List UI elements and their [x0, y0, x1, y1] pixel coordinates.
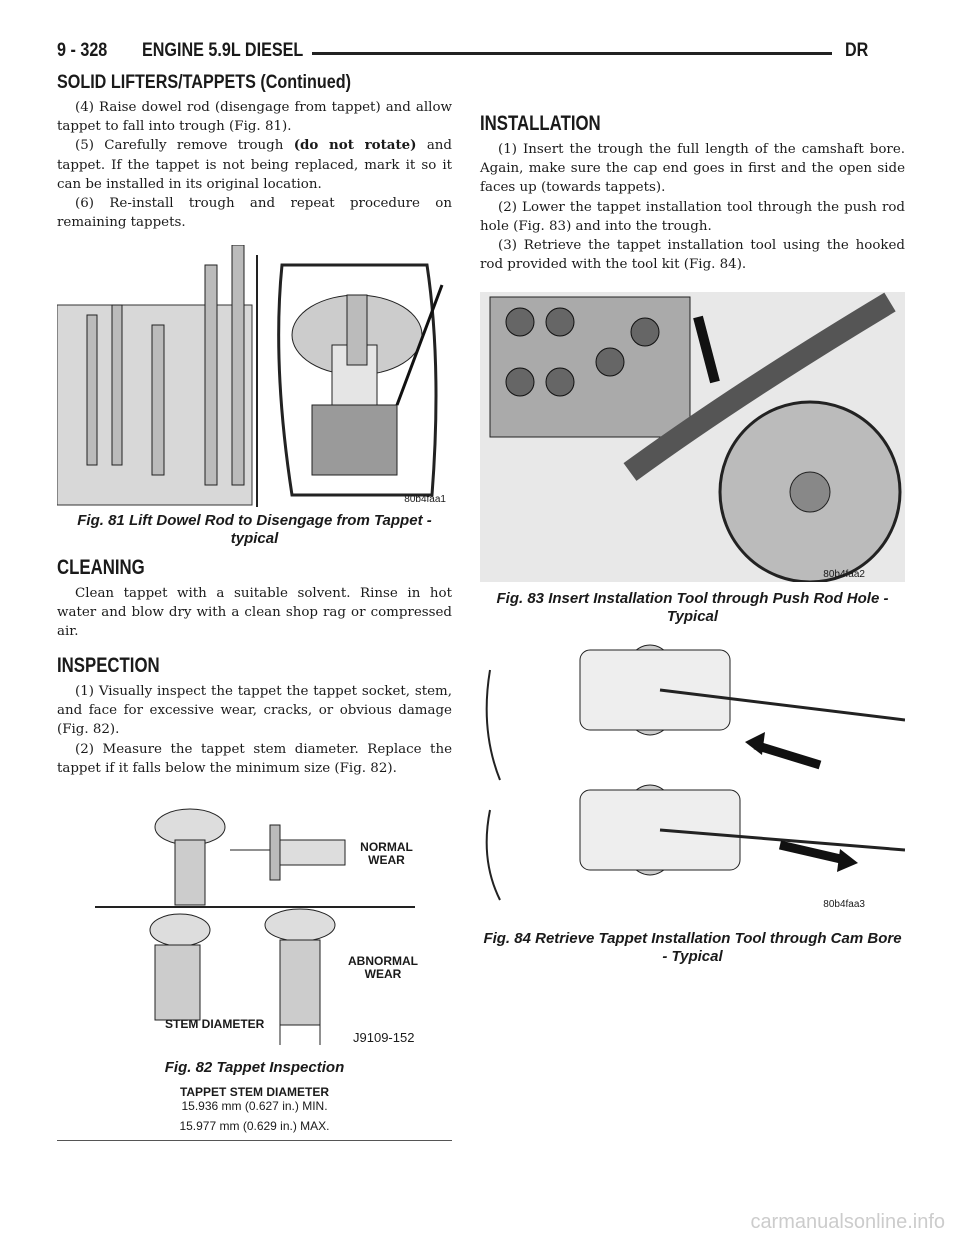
dowel-rod-illustration [57, 245, 452, 507]
figure-code: 80b4faa2 [823, 569, 865, 580]
watermark: carmanualsonline.info [750, 1211, 945, 1233]
fig84-caption: Fig. 84 Retrieve Tappet Installation Tool through Cam Bore - Typical [483, 930, 902, 965]
abnormal-wear-label: ABNORMAL WEAR [348, 954, 418, 981]
engine-head-illustration [480, 292, 905, 582]
installation-heading: INSTALLATION [480, 112, 601, 135]
paragraph: (1) Insert the trough the full length of the camshaft bore. Again, make sure the cap end goes in first and the open side faces up (towards tappets). [480, 142, 905, 196]
chapter-title: ENGINE 5.9L DIESEL [142, 40, 304, 61]
table-title: TAPPET STEM DIAMETER [179, 1085, 330, 1099]
installation-section [480, 112, 905, 274]
emphasis: (do not rotate) [293, 137, 417, 154]
stem-diameter-label: STEM DIAMETER [165, 1017, 265, 1031]
stem-diameter-table [57, 1085, 452, 1133]
paragraph: (2) Measure the tappet stem diameter. Replace the tappet if it falls below the minimum size (Fig. 82). [57, 741, 452, 776]
paragraph: (4) Raise dowel rod (disengage from tappet) and allow tappet to fall into trough (Fig. 81). [57, 100, 452, 135]
fig83-caption: Fig. 83 Insert Installation Tool through Push Rod Hole - Typical [496, 590, 889, 625]
figure-code: 80b4faa3 [823, 899, 865, 910]
inspection-section [57, 654, 452, 778]
page-number: 9 - 328 [57, 40, 108, 61]
fig81-image [57, 245, 452, 507]
text: (5) Carefully remove trough [75, 138, 284, 154]
paragraph: Clean tappet with a suitable solvent. Rinse in hot water and blow dry with a clean shop rag or compressed air. [57, 586, 452, 640]
section-code: DR [845, 40, 869, 61]
figure-code: J9109-152 [353, 1030, 415, 1045]
fig82-caption: Fig. 82 Tappet Inspection [164, 1059, 345, 1076]
section-title: SOLID LIFTERS/TAPPETS (Continued) [57, 72, 351, 93]
fig84-image [480, 630, 905, 912]
fig83-image [480, 292, 905, 582]
inspection-heading: INSPECTION [57, 654, 160, 677]
table-min: 15.936 mm (0.627 in.) MIN. [181, 1099, 328, 1113]
paragraph: (2) Lower the tappet installation tool through the push rod hole (Fig. 83) and into the trough. [480, 199, 905, 234]
paragraph: (1) Visually inspect the tappet the tappet socket, stem, and face for excessive wear, cracks, or obvious damage (Fig. 82). [57, 684, 452, 738]
cam-bore-illustration [480, 630, 905, 912]
figure-code: 80b4faa1 [404, 494, 446, 505]
header-rule [312, 52, 832, 55]
fig81-caption: Fig. 81 Lift Dowel Rod to Disengage from Tappet - typical [77, 512, 432, 547]
table-rule [57, 1140, 452, 1141]
paragraph: (6) Re-install trough and repeat procedure on remaining tappets. [57, 196, 452, 231]
fig82-image [90, 805, 430, 1055]
cleaning-heading: CLEANING [57, 556, 145, 579]
left-column-text [57, 98, 452, 232]
cleaning-section [57, 556, 452, 642]
table-max: 15.977 mm (0.629 in.) MAX. [179, 1119, 330, 1133]
paragraph [57, 136, 452, 194]
paragraph: (3) Retrieve the tappet installation tool using the hooked rod provided with the tool kit (Fig. 84). [480, 238, 905, 273]
text: and tappet. If the tappet is not being replaced, mark it so it can be installed in its original location. [57, 138, 452, 192]
normal-wear-label: NORMAL WEAR [360, 840, 413, 867]
